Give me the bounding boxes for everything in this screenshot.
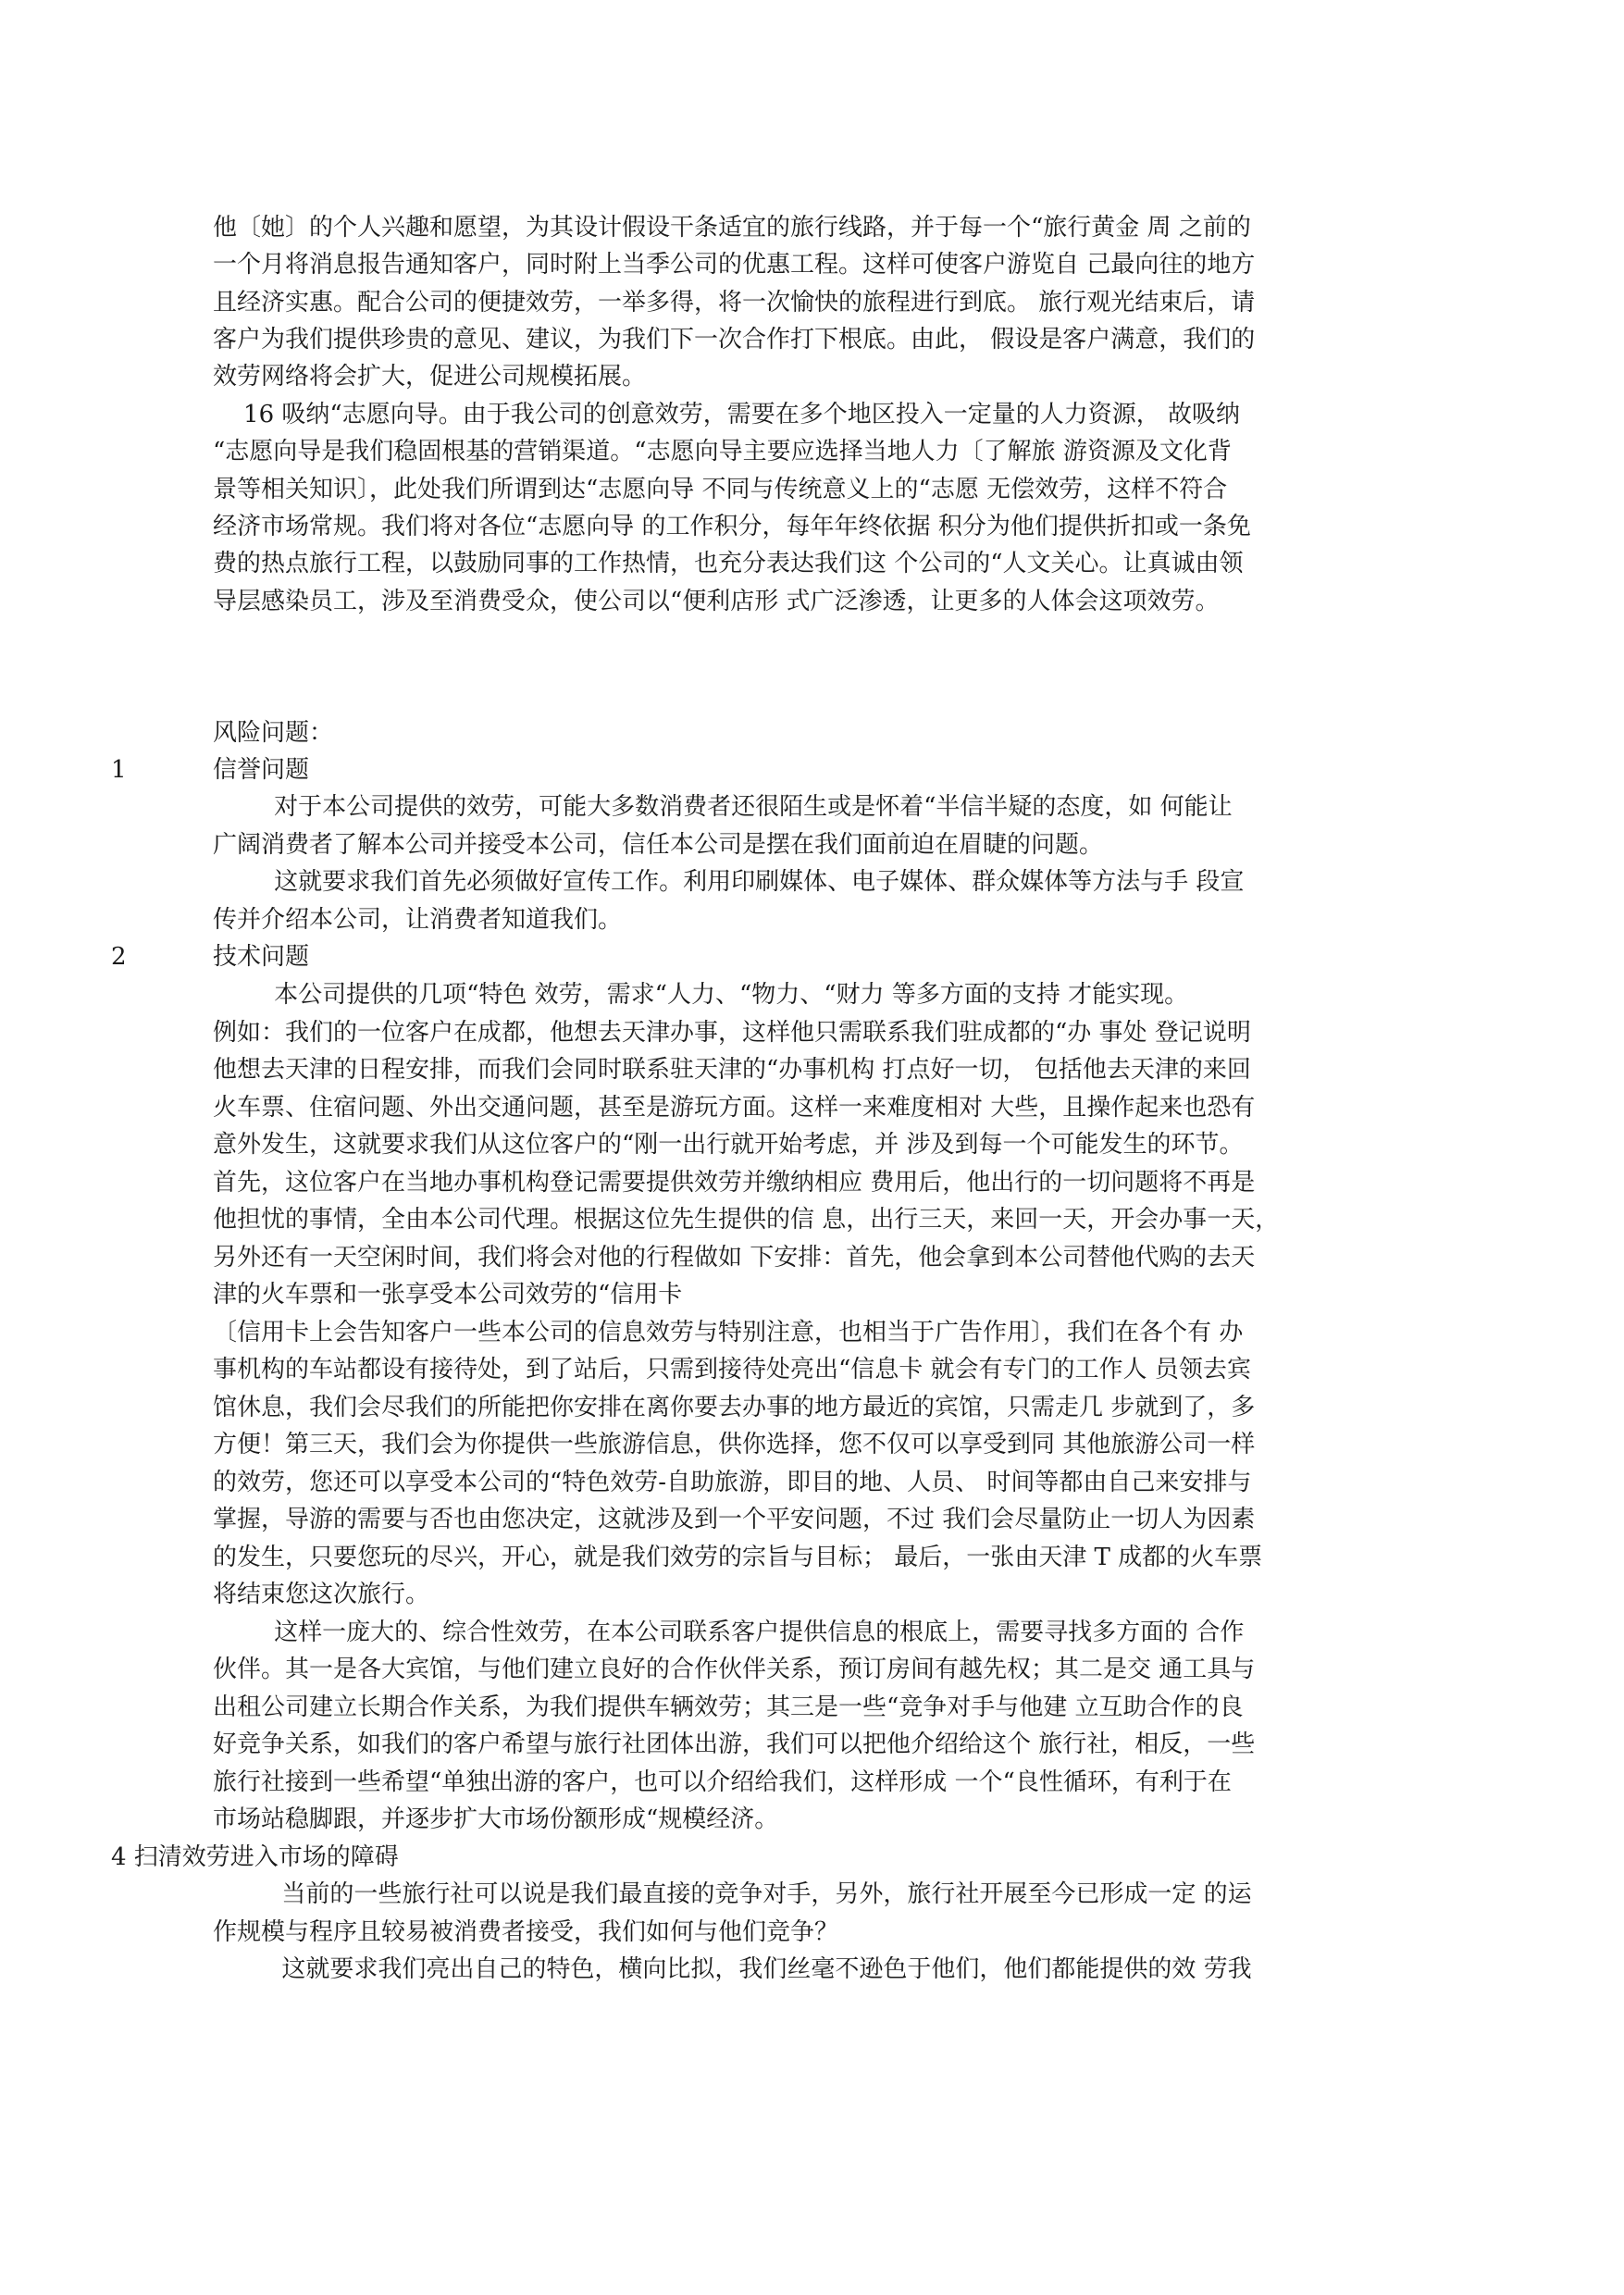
body-text-line: 〔信用卡上会告知客户一些本公司的信息效劳与特别注意，也相当于广告作用〕，我们在各个有 办	[213, 1319, 1244, 1346]
body-text-line: 当前的一些旅行社可以说是我们最直接的竞争对手，另外，旅行社开展至今已形成一定 的运	[213, 1880, 1252, 1908]
body-text-line: 这就要求我们亮出自己的特色，横向比拟，我们丝毫不逊色于他们，他们都能提供的效 劳我	[213, 1955, 1252, 1983]
body-text-line: 16 吸纳“志愿向导。由于我公司的创意效劳，需要在多个地区投入一定量的人力资源， 故吸纳	[213, 401, 1240, 428]
body-text-line: 客户为我们提供珍贵的意见、建议，为我们下一次合作打下根底。由此， 假设是客户满意，我们的	[213, 326, 1256, 354]
body-text-line: 广阔消费者了解本公司并接受本公司，信任本公司是摆在我们面前迫在眉睫的问题。	[213, 831, 1104, 859]
body-text-line: 本公司提供的几项“特色 效劳，需求“人力、“物力、“财力 等多方面的支持 才能实现。	[213, 981, 1189, 1009]
section-title: 信誉问题	[213, 756, 310, 784]
section-number: 1	[111, 756, 127, 784]
body-text-line: 他〔她〕的个人兴趣和愿望，为其设计假设干条适宜的旅行线路，并于每一个“旅行黄金 周 之前的	[213, 214, 1251, 242]
body-text-line: 首先，这位客户在当地办事机构登记需要提供效劳并缴纳相应 费用后，他出行的一切问题将不再是	[213, 1169, 1256, 1197]
body-text-line: 费的热点旅行工程，以鼓励同事的工作热情，也充分表达我们这 个公司的“人文关心。让真诚由领	[213, 550, 1244, 577]
body-text-line: 对于本公司提供的效劳，可能大多数消费者还很陌生或是怀着“半信半疑的态度，如 何能让	[213, 793, 1233, 821]
body-text-line: 事机构的车站都设有接待处，到了站后，只需到接待处亮出“信息卡 就会有专门的工作人 员领去宾	[213, 1356, 1251, 1383]
body-text-line: 传并介绍本公司，让消费者知道我们。	[213, 906, 623, 934]
body-text-line: 这样一庞大的、综合性效劳，在本公司联系客户提供信息的根底上，需要寻找多方面的 合作	[213, 1619, 1245, 1646]
body-text-line: 景等相关知识〕，此处我们所谓到达“志愿向导 不同与传统意义上的“志愿 无偿效劳，这样不符合	[213, 476, 1228, 503]
body-text-line: 这就要求我们首先必须做好宣传工作。利用印刷媒体、电子媒体、群众媒体等方法与手 段宣	[213, 868, 1245, 896]
section-title: 4 扫清效劳进入市场的障碍	[111, 1843, 399, 1871]
body-text-line: 意外发生，这就要求我们从这位客户的“刚一出行就开始考虑，并 涉及到每一个可能发生的环节。	[213, 1131, 1244, 1159]
body-text-line: 好竞争关系，如我们的客户希望与旅行社团体出游，我们可以把他介绍给这个 旅行社，相反，一些	[213, 1731, 1256, 1758]
body-text-line: 掌握，导游的需要与否也由您决定，这就涉及到一个平安问题，不过 我们会尽量防止一切人为因素	[213, 1506, 1256, 1533]
body-text-line: 馆休息，我们会尽我们的所能把你安排在离你要去办事的地方最近的宾馆，只需走几 步就到了，多	[213, 1394, 1256, 1421]
body-text-line: “志愿向导是我们稳固根基的营销渠道。“志愿向导主要应选择当地人力〔了解旅 游资源及文化背	[213, 438, 1232, 465]
section-heading: 风险问题：	[213, 719, 334, 747]
body-text-line: 出租公司建立长期合作关系，为我们提供车辆效劳；其三是一些“竞争对手与他建 立互助合作的良	[213, 1693, 1244, 1721]
body-text-line: 效劳网络将会扩大，促进公司规模拓展。	[213, 363, 647, 391]
body-text-line: 方便！第三天，我们会为你提供一些旅游信息，供你选择，您不仅可以享受到同 其他旅游公司一样	[213, 1431, 1256, 1458]
body-text-line: 且经济实惠。配合公司的便捷效劳，一举多得，将一次愉快的旅程进行到底。 旅行观光结束后，请	[213, 289, 1256, 316]
section-number: 2	[111, 943, 127, 971]
body-text-line: 例如：我们的一位客户在成都，他想去天津办事，这样他只需联系我们驻成都的“办 事处 登记说明	[213, 1019, 1251, 1047]
body-text-line: 他想去天津的日程安排，而我们会同时联系驻天津的“办事机构 打点好一切， 包括他去天津的来回	[213, 1056, 1251, 1084]
body-text-line: 的发生，只要您玩的尽兴，开心，就是我们效劳的宗旨与目标； 最后，一张由天津 T 成都的火车票	[213, 1544, 1263, 1571]
body-text-line: 将结束您这次旅行。	[213, 1581, 430, 1608]
body-text-line: 他担忧的事情，全由本公司代理。根据这位先生提供的信 息，出行三天，来回一天，开会办事一天，	[213, 1206, 1280, 1234]
body-text-line: 经济市场常规。我们将对各位“志愿向导 的工作积分，每年年终依据 积分为他们提供折扣或一条免	[213, 513, 1251, 540]
body-text-line: 作规模与程序且较易被消费者接受，我们如何与他们竞争？	[213, 1918, 839, 1946]
body-text-line: 一个月将消息报告通知客户，同时附上当季公司的优惠工程。这样可使客户游览自 己最向往的地方	[213, 251, 1256, 279]
body-text-line: 津的火车票和一张享受本公司效劳的“信用卡	[213, 1281, 683, 1309]
section-title: 技术问题	[213, 943, 310, 971]
body-text-line: 市场站稳脚跟，并逐步扩大市场份额形成“规模经济。	[213, 1805, 779, 1833]
body-text-line: 另外还有一天空闲时间，我们将会对他的行程做如 下安排：首先，他会拿到本公司替他代购的去天	[213, 1244, 1256, 1272]
body-text-line: 导层感染员工，涉及至消费受众，使公司以“便利店形 式广泛渗透，让更多的人体会这项效劳。	[213, 588, 1220, 615]
body-text-line: 旅行社接到一些希望“单独出游的客户，也可以介绍给我们，这样形成 一个“良性循环，有利于在	[213, 1768, 1232, 1796]
body-text-line: 的效劳，您还可以享受本公司的“特色效劳-自助旅游，即目的地、人员、 时间等都由自己来安排与	[213, 1469, 1252, 1496]
body-text-line: 火车票、住宿问题、外出交通问题，甚至是游玩方面。这样一来难度相对 大些，且操作起来也恐有	[213, 1094, 1256, 1122]
body-text-line: 伙伴。其一是各大宾馆，与他们建立良好的合作伙伴关系，预订房间有越先权；其二是交 通工具与	[213, 1656, 1256, 1683]
